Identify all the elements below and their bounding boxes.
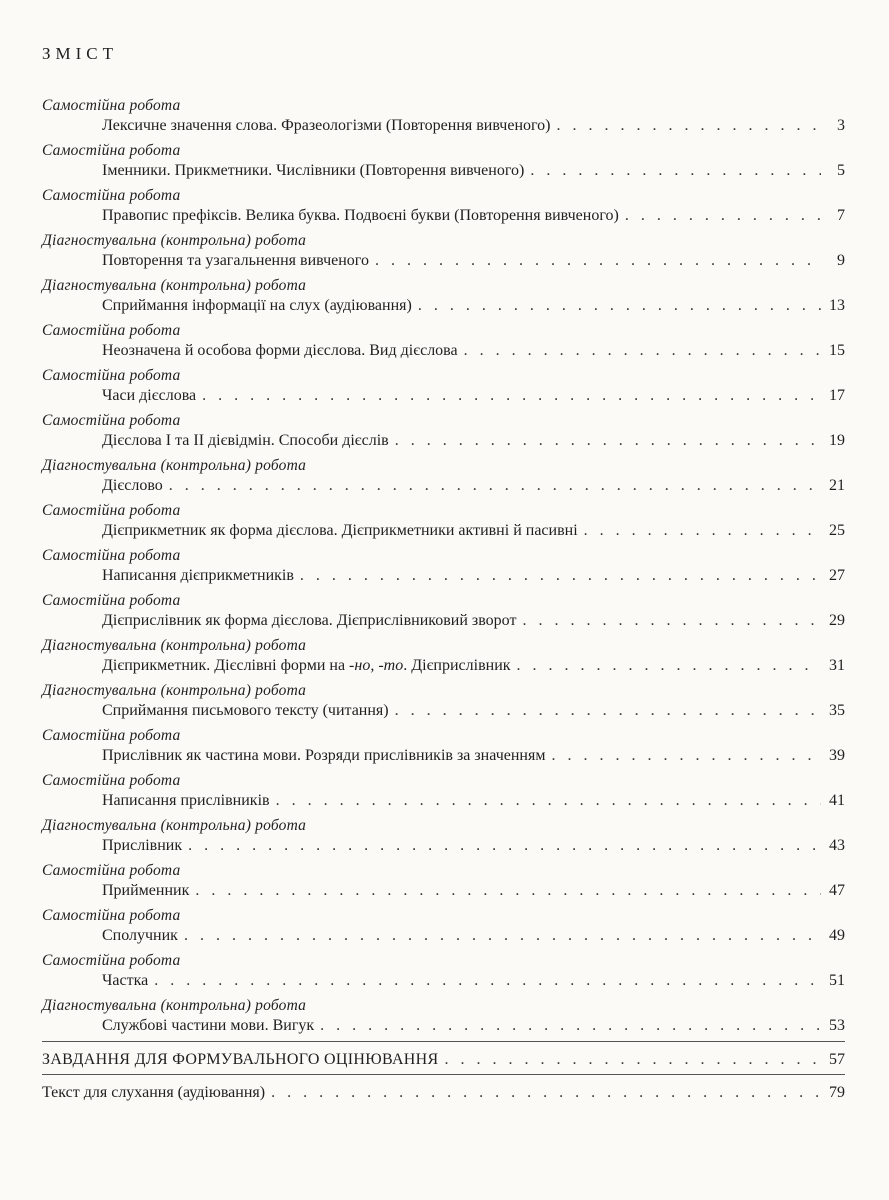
page-number: 53 — [829, 1017, 845, 1034]
work-type-label: Самостійна робота — [42, 367, 181, 384]
dot-leader — [530, 160, 821, 182]
dot-leader — [202, 385, 821, 407]
dot-leader — [300, 565, 821, 587]
dot-leader — [395, 430, 821, 452]
work-type-label: Самостійна робота — [42, 907, 181, 924]
work-type-label: Самостійна робота — [42, 412, 181, 429]
dot-leader — [276, 790, 821, 812]
work-type-label: Самостійна робота — [42, 142, 181, 159]
toc-entry[interactable] — [42, 321, 845, 366]
dot-leader — [464, 340, 821, 362]
work-type-label: Самостійна робота — [42, 727, 181, 744]
topic-title: Дієслова І та ІІ дієвідмін. Способи дієслів — [102, 432, 389, 449]
work-type-label: Самостійна робота — [42, 952, 181, 969]
topic-title-italic-part: -но, -то — [349, 657, 404, 674]
page-number: 15 — [829, 342, 845, 359]
page-number: 9 — [837, 252, 845, 269]
page-number: 25 — [829, 522, 845, 539]
toc-entry[interactable] — [42, 546, 845, 591]
toc-entry[interactable] — [42, 951, 845, 996]
toc-section-formative[interactable] — [42, 1045, 845, 1074]
topic-title: Правопис префіксів. Велика буква. Подвоєні букви (Повторення вивченого) — [102, 207, 619, 224]
page-number: 79 — [829, 1084, 845, 1101]
page-number: 51 — [829, 972, 845, 989]
toc-entry[interactable] — [42, 681, 845, 726]
topic-title-part: . Дієприслівник — [403, 657, 511, 674]
dot-leader — [154, 970, 821, 992]
page-number: 17 — [829, 387, 845, 404]
topic-title: Дієприслівник як форма дієслова. Дієприслівниковий зворот — [102, 612, 517, 629]
toc-section-listening-text[interactable] — [42, 1078, 845, 1107]
toc-entry[interactable] — [42, 96, 845, 141]
page-number: 13 — [829, 297, 845, 314]
dot-leader — [517, 655, 821, 677]
topic-title: Сполучник — [102, 927, 178, 944]
work-type-label: Діагностувальна (контрольна) робота — [42, 457, 307, 474]
work-type-label: Самостійна робота — [42, 187, 181, 204]
toc-entry[interactable] — [42, 231, 845, 276]
page-number: 21 — [829, 477, 845, 494]
work-type-label: Діагностувальна (контрольна) робота — [42, 997, 307, 1014]
page-number: 3 — [837, 117, 845, 134]
page-number: 5 — [837, 162, 845, 179]
work-type-label: Діагностувальна (контрольна) робота — [42, 682, 307, 699]
toc-divider-1 — [42, 1041, 845, 1042]
toc-entry[interactable] — [42, 186, 845, 231]
topic-title: Частка — [102, 972, 149, 989]
topic-title: Службові частини мови. Вигук — [102, 1017, 315, 1034]
work-type-label: Самостійна робота — [42, 772, 181, 789]
dot-leader — [625, 205, 821, 227]
toc-entry[interactable] — [42, 726, 845, 771]
toc-entry[interactable] — [42, 636, 845, 681]
work-type-label: Самостійна робота — [42, 322, 181, 339]
toc-entry[interactable] — [42, 816, 845, 861]
page-number: 35 — [829, 702, 845, 719]
topic-title — [102, 655, 511, 677]
work-type-label: Самостійна робота — [42, 97, 181, 114]
toc-entry[interactable] — [42, 771, 845, 816]
page-number: 27 — [829, 567, 845, 584]
page-number: 31 — [829, 657, 845, 674]
page-number: 47 — [829, 882, 845, 899]
dot-leader — [584, 520, 821, 542]
work-type-label: Самостійна робота — [42, 547, 181, 564]
topic-title: Неозначена й особова форми дієслова. Вид дієслова — [102, 342, 458, 359]
toc-entry[interactable] — [42, 996, 845, 1041]
page-title: ЗМІСТ — [42, 44, 119, 63]
topic-title: Написання дієприкметників — [102, 567, 294, 584]
dot-leader — [551, 745, 821, 767]
topic-title: Часи дієслова — [102, 387, 197, 404]
dot-leader — [395, 700, 821, 722]
dot-leader — [557, 115, 822, 137]
topic-title: Прийменник — [102, 882, 190, 899]
dot-leader — [195, 880, 821, 902]
page-number: 41 — [829, 792, 845, 809]
dot-leader — [375, 250, 821, 272]
section-title: ЗАВДАННЯ ДЛЯ ФОРМУВАЛЬНОГО ОЦІНЮВАННЯ — [42, 1051, 439, 1068]
topic-title: Прислівник як частина мови. Розряди прислівників за значенням — [102, 747, 546, 764]
work-type-label: Самостійна робота — [42, 862, 181, 879]
topic-title: Сприймання інформації на слух (аудіювання) — [102, 297, 412, 314]
toc-entry[interactable] — [42, 411, 845, 456]
work-type-label: Діагностувальна (контрольна) робота — [42, 277, 307, 294]
topic-title: Сприймання письмового тексту (читання) — [102, 702, 389, 719]
topic-title: Лексичне значення слова. Фразеологізми (Повторення вивченого) — [102, 117, 551, 134]
topic-title: Дієприкметник як форма дієслова. Дієприкметники активні й пасивні — [102, 522, 578, 539]
toc-divider-2 — [42, 1074, 845, 1075]
toc-entry[interactable] — [42, 276, 845, 321]
toc-entry[interactable] — [42, 501, 845, 546]
dot-leader — [271, 1078, 821, 1107]
toc-entry[interactable] — [42, 141, 845, 186]
dot-leader — [320, 1015, 821, 1037]
work-type-label: Самостійна робота — [42, 502, 181, 519]
dot-leader — [184, 925, 821, 947]
work-type-label: Діагностувальна (контрольна) робота — [42, 637, 307, 654]
work-type-label: Діагностувальна (контрольна) робота — [42, 817, 307, 834]
topic-title-part: Дієприкметник. Дієслівні форми на — [102, 657, 350, 674]
topic-title: Написання прислівників — [102, 792, 270, 809]
page-number: 49 — [829, 927, 845, 944]
topic-title: Іменники. Прикметники. Числівники (Повторення вивченого) — [102, 162, 525, 179]
toc-entry[interactable] — [42, 906, 845, 951]
dot-leader — [169, 475, 821, 497]
work-type-label: Самостійна робота — [42, 592, 181, 609]
toc-entry[interactable] — [42, 861, 845, 906]
page-number: 43 — [829, 837, 845, 854]
dot-leader — [418, 295, 821, 317]
toc-entry[interactable] — [42, 456, 845, 501]
topic-title: Дієслово — [102, 477, 163, 494]
toc-entry[interactable] — [42, 591, 845, 636]
page-number: 19 — [829, 432, 845, 449]
section-title: Текст для слухання (аудіювання) — [42, 1084, 266, 1101]
toc-entry[interactable] — [42, 366, 845, 411]
work-type-label: Діагностувальна (контрольна) робота — [42, 232, 307, 249]
topic-title: Прислівник — [102, 837, 183, 854]
page-number: 29 — [829, 612, 845, 629]
page-number: 39 — [829, 747, 845, 764]
dot-leader — [522, 610, 821, 632]
page-number: 57 — [829, 1051, 845, 1068]
toc-entries — [42, 96, 845, 1041]
dot-leader — [444, 1045, 821, 1074]
page-number: 7 — [837, 207, 845, 224]
topic-title: Повторення та узагальнення вивченого — [102, 252, 369, 269]
dot-leader — [188, 835, 821, 857]
